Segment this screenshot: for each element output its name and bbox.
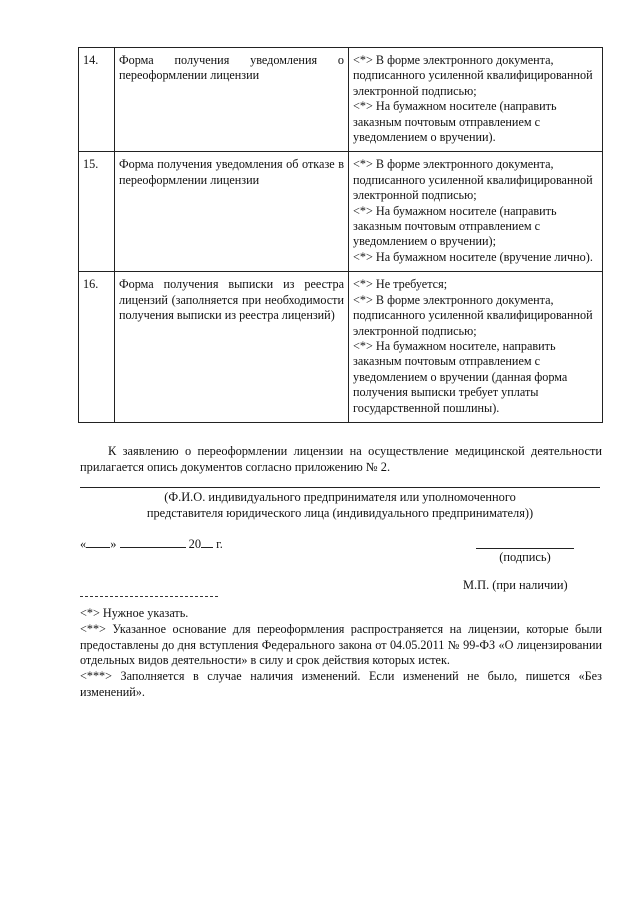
signature-label: (подпись): [499, 550, 551, 564]
stamp-label: М.П. (при наличии): [463, 578, 568, 592]
option-text: <*> В форме электронного документа, подписанного усиленной квалифицированной электронной подписью;: [353, 53, 593, 98]
name-signature-line: [80, 487, 600, 488]
row-number: 15.: [79, 152, 115, 272]
date-line: [80, 535, 223, 552]
option-text: <*> В форме электронного документа, подписанного усиленной квалифицированной электронной подписью;: [353, 157, 593, 203]
table-row: [79, 48, 603, 152]
option-text: <*> Не требуется;: [353, 277, 448, 292]
field-options: [349, 48, 603, 152]
name-signature-caption: [80, 489, 600, 521]
table-row: [79, 152, 603, 272]
year-prefix: 20: [188, 537, 202, 551]
option-text: <*> На бумажном носителе (направить заказным почтовым отправлением с уведомлением о вручении);: [353, 203, 557, 249]
application-form-table: [78, 47, 603, 423]
month-blank: [120, 535, 186, 548]
row-number: 14.: [79, 48, 115, 152]
option-text: <*> На бумажном носителе, направить заказным почтовым отправлением с уведомлением о вручении (данная форма получения выписки требует уплаты государственной пошлины).: [353, 338, 568, 415]
field-name: Форма получения уведомления об отказе в переоформлении лицензии: [115, 152, 349, 272]
option-text: <*> На бумажном носителе (вручение лично).: [353, 249, 593, 264]
field-name: Форма получения выписки из реестра лицензий (заполняется при необходимости получения выписки из реестра лицензий): [115, 272, 349, 423]
footnote: <***> Заполняется в случае наличия изменений. Если изменений не было, пишется «Без изменений».: [80, 669, 602, 699]
year-blank: [201, 535, 213, 548]
close-quote: »: [110, 537, 117, 551]
table-row: [79, 272, 603, 423]
field-options: [349, 152, 603, 272]
caption-line: (Ф.И.О. индивидуального предпринимателя или уполномоченного: [164, 490, 516, 504]
option-text: <*> На бумажном носителе (направить заказным почтовым отправлением с уведомлением о вручении).: [353, 99, 557, 145]
signature-line: [476, 548, 574, 549]
attachment-paragraph: К заявлению о переоформлении лицензии на осуществление медицинской деятельности прилагается опись документов согласно приложению № 2.: [80, 444, 602, 474]
field-name: Форма получения уведомления о переоформлении лицензии: [115, 48, 349, 152]
row-number: 16.: [79, 272, 115, 423]
open-quote: «: [80, 537, 87, 551]
field-options: [349, 272, 603, 423]
day-blank: [86, 535, 110, 548]
footnotes: [80, 606, 602, 701]
footnote: <**> Указанное основание для переоформления распространяется на лицензии, которые были предоставлены до дня вступления Федерального закона от 04.05.2011 № 99-ФЗ «О лицензировании отдельных видов деятельности» в силу и срок действия которых истек.: [80, 621, 602, 668]
caption-line: представителя юридического лица (индивидуального предпринимателя)): [146, 506, 534, 520]
option-text: <*> В форме электронного документа, подписанного усиленной квалифицированной электронной подписью;: [353, 292, 593, 338]
footnote-separator: [80, 596, 218, 597]
year-suffix: г.: [216, 537, 223, 551]
footnote: <*> Нужное указать.: [80, 606, 189, 620]
